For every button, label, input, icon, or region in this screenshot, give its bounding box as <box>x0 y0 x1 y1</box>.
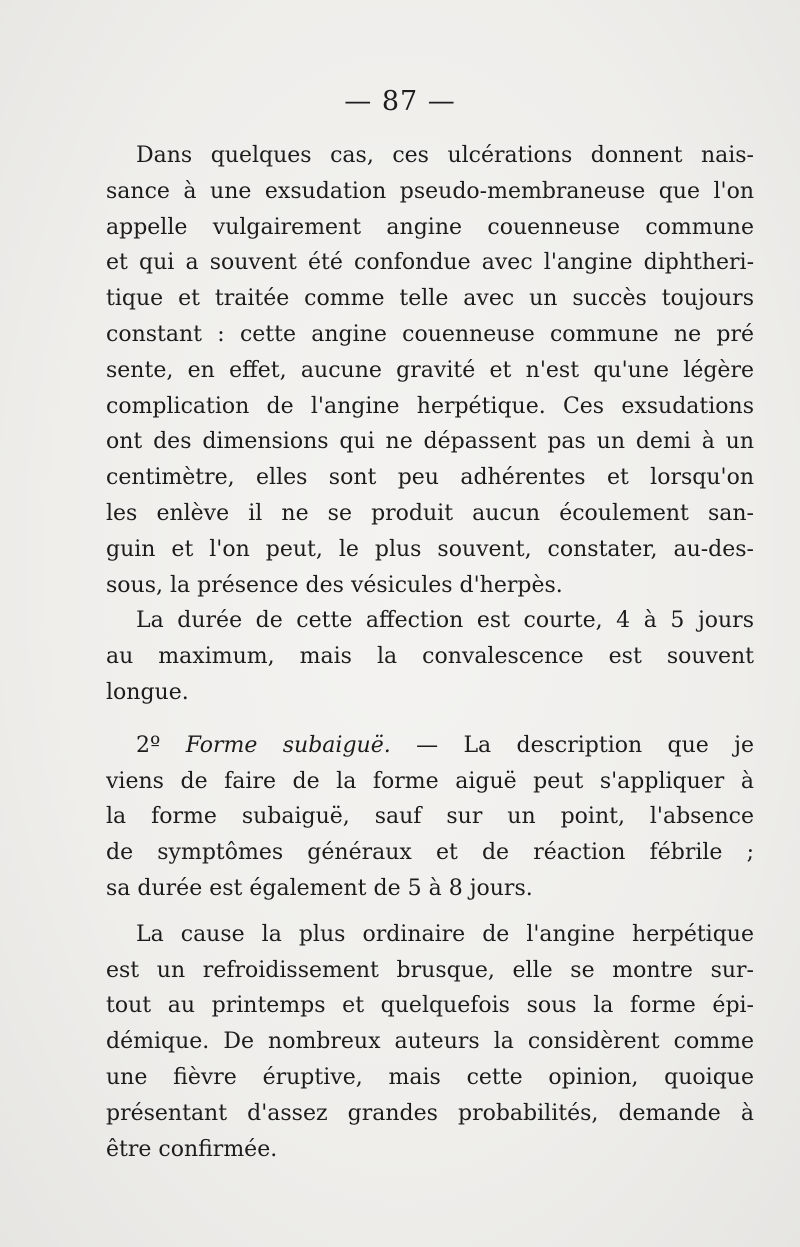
text-line: centimètre, elles sont peu adhérentes et lorsqu'on <box>106 465 754 491</box>
text-line: tout au printemps et quelquefois sous la forme épi- <box>106 993 754 1019</box>
text-line: présentant d'assez grandes probabilités, demande à <box>106 1100 754 1126</box>
text-line: longue. <box>106 679 189 705</box>
text-line: et qui a souvent été confondue avec l'angine diphtheri- <box>106 250 754 276</box>
paragraph-spacer <box>106 907 754 917</box>
paragraph-1 <box>106 138 754 603</box>
text-line: démique. De nombreux auteurs la considèrent comme <box>106 1029 754 1055</box>
text-line: sente, en effet, aucune gravité et n'est qu'une légère <box>106 357 754 383</box>
text-line: sance à une exsudation pseudo-membraneuse que l'on <box>106 178 754 204</box>
text-line: tique et traitée comme telle avec un succès toujours <box>106 286 754 312</box>
section-heading-line <box>106 728 754 764</box>
text-line: une fièvre éruptive, mais cette opinion, quoique <box>106 1064 754 1090</box>
text-line: sa durée est également de 5 à 8 jours. <box>106 875 533 901</box>
text-line: La cause la plus ordinaire de l'angine herpétique <box>136 921 754 947</box>
paragraph-4 <box>106 917 754 1168</box>
text-line: guin et l'on peut, le plus souvent, constater, au-des- <box>106 536 754 562</box>
page-body <box>106 138 754 1167</box>
paragraph-spacer <box>106 711 754 728</box>
text-line: de symptômes généraux et de réaction fébrile ; <box>106 840 754 866</box>
section-number: 2º <box>136 732 161 758</box>
text-line: appelle vulgairement angine couenneuse commune <box>106 214 754 240</box>
text-line: au maximum, mais la convalescence est souvent <box>106 644 754 670</box>
text-line: ont des dimensions qui ne dépassent pas un demi à un <box>106 429 754 455</box>
text-line: Dans quelques cas, ces ulcérations donnent nais- <box>136 143 754 168</box>
text-line: la forme subaiguë, sauf sur un point, l'absence <box>106 804 754 830</box>
section-first-line-text: — La description que je <box>416 732 754 758</box>
text-line: constant : cette angine couenneuse commune ne pré <box>106 321 754 347</box>
text-line: La durée de cette affection est courte, 4 à 5 jours <box>136 608 754 634</box>
paragraph-2 <box>106 603 754 710</box>
text-line: les enlève il ne se produit aucun écoulement san- <box>106 500 754 526</box>
text-line: sous, la présence des vésicules d'herpès. <box>106 572 563 598</box>
paragraph-3 <box>106 728 754 907</box>
text-line: complication de l'angine herpétique. Ces exsudations <box>106 393 754 419</box>
text-line: être confirmée. <box>106 1136 278 1162</box>
text-line: viens de faire de la forme aiguë peut s'appliquer à <box>106 768 754 794</box>
page-number: — 87 — <box>344 86 456 117</box>
section-title: Forme subaiguë. <box>185 732 391 758</box>
text-line: est un refroidissement brusque, elle se montre sur- <box>106 957 754 983</box>
